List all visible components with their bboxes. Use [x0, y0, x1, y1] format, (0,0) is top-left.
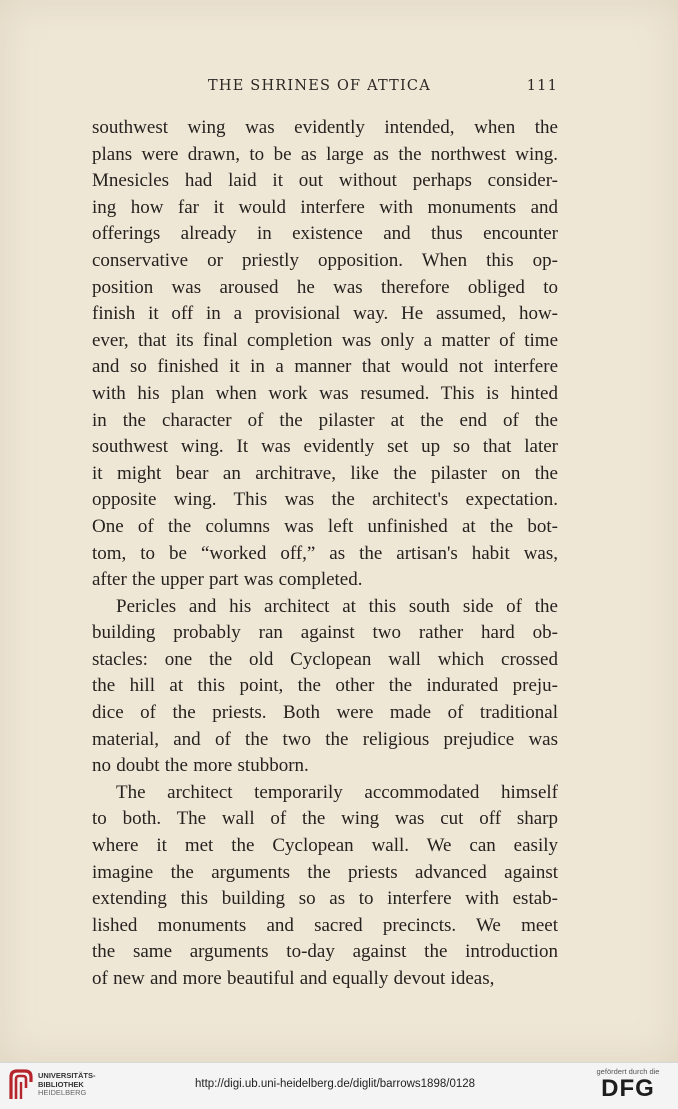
library-name — [38, 1072, 96, 1098]
library-name-line-3: HEIDELBERG — [38, 1088, 87, 1097]
text-line: no doubt the more stubborn. — [92, 755, 309, 777]
text-line: conservative or priestly opposition. When this op- — [92, 249, 558, 271]
text-line: with his plan when work was resumed. This is hinted — [92, 382, 558, 404]
body-text — [92, 115, 558, 993]
text-line: in the character of the pilaster at the end of the — [92, 409, 558, 431]
text-line: Pericles and his architect at this south side of the — [116, 595, 558, 617]
text-line: ing how far it would interfere with monuments and — [92, 196, 558, 218]
text-line: material, and of the two the religious prejudice was — [92, 728, 558, 750]
text-line: southwest wing. It was evidently set up so that later — [92, 436, 558, 458]
text-line: stacles: one the old Cyclopean wall which crossed — [92, 648, 558, 670]
text-line: Mnesicles had laid it out without perhaps consider- — [92, 170, 558, 192]
text-line: imagine the arguments the priests advanced against — [92, 861, 558, 883]
text-line: finish it off in a provisional way. He assumed, how- — [92, 303, 558, 325]
text-line: to both. The wall of the wing was cut off sharp — [92, 808, 558, 830]
text-line: southwest wing was evidently intended, when the — [92, 117, 558, 138]
text-line: where it met the Cyclopean wall. We can easily — [92, 835, 558, 857]
text-line: dice of the priests. Both were made of traditional — [92, 702, 558, 724]
text-line: after the upper part was completed. — [92, 569, 363, 591]
text-line: One of the columns was left unfinished at the bot- — [92, 515, 558, 537]
text-line: and so finished it in a manner that would not interfere — [92, 356, 558, 378]
permalink-url[interactable]: http://digi.ub.uni-heidelberg.de/diglit/barrows1898/0128 — [195, 1078, 476, 1090]
text-line: tom, to be “worked off,” as the artisan's habit was, — [92, 542, 558, 564]
running-title: THE SHRINES OF ATTICA — [208, 78, 431, 94]
library-name-line-2: BIBLIOTHEK — [38, 1079, 84, 1089]
viewer-footer — [0, 1062, 678, 1109]
running-head — [92, 78, 558, 100]
library-name-line-1: UNIVERSITÄTS- — [38, 1071, 96, 1080]
text-line: plans were drawn, to be as large as the northwest wing. — [92, 143, 558, 165]
text-line: ever, that its final completion was only a matter of time — [92, 329, 558, 351]
library-logo-icon — [8, 1068, 34, 1102]
text-line: position was aroused he was therefore obliged to — [92, 276, 558, 298]
text-line: The architect temporarily accommodated himself — [116, 781, 558, 803]
sponsor — [588, 1067, 668, 1102]
sponsor-label: gefördert durch die — [596, 1067, 660, 1076]
text-line: the hill at this point, the other the indurated preju- — [92, 675, 558, 697]
text-line: it might bear an architrave, like the pilaster on the — [92, 462, 558, 484]
text-line: extending this building so as to interfere with estab- — [92, 888, 558, 910]
text-line: offerings already in existence and thus encounter — [92, 223, 558, 245]
page-number: 111 — [526, 78, 558, 94]
text-line: the same arguments to-day against the introduction — [92, 941, 558, 963]
text-line: lished monuments and sacred precincts. We meet — [92, 914, 558, 936]
text-line: opposite wing. This was the architect's expectation. — [92, 489, 558, 511]
dfg-logo: DFG — [601, 1075, 655, 1102]
text-line: of new and more beautiful and equally devout ideas, — [92, 968, 495, 989]
text-line: building probably ran against two rather hard ob- — [92, 622, 558, 644]
